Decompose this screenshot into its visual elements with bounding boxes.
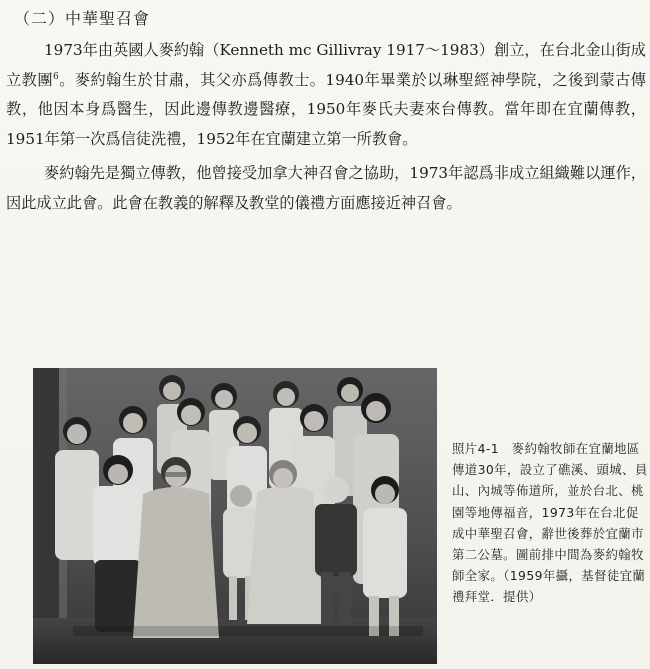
historical-group-photo [33,368,437,664]
section-heading: （二）中華聖召會 [14,9,151,28]
body-text [6,36,646,218]
paragraph-2: 麥約翰先是獨立傳教，他曾接受加拿大神召會之協助，1973年認爲非成立組織難以運作，因此成立此會。此會在教義的解釋及教堂的儀禮方面應接近神召會。 [6,164,646,212]
paragraph-1 [6,36,646,154]
photo-caption: 照片4-1 麥約翰牧師在宜蘭地區傳道30年，設立了礁溪、頭城、員山、內城等佈道所，並於台北、桃園等地傳福音，1973年在台北促成中華聖召會，辭世後葬於宜蘭市第二公墓。圖前排中間為麥約翰牧師全家。（1959年攝，基督徒宜蘭禮拜堂．提供） [452,441,648,605]
paragraph-1-text: 1973年由英國人麥約翰（Kenneth mc Gillivray 1917～1983）創立，在台北金山街成立教團 [6,41,646,89]
group-photo-illustration [33,368,437,664]
footnote-marker: 6 [52,71,59,82]
paragraph-1-text-cont: 。麥約翰生於甘肅，其父亦爲傳教士。1940年畢業於以琳聖經神學院，之後到蒙古傳教，他因本身爲醫生，因此邊傳教邊醫療，1950年麥氏夫妻來台傳教。當年即在宜蘭傳教，1951年第一次爲信徒洗禮，1952年在宜蘭建立第一所教會。 [6,70,646,148]
